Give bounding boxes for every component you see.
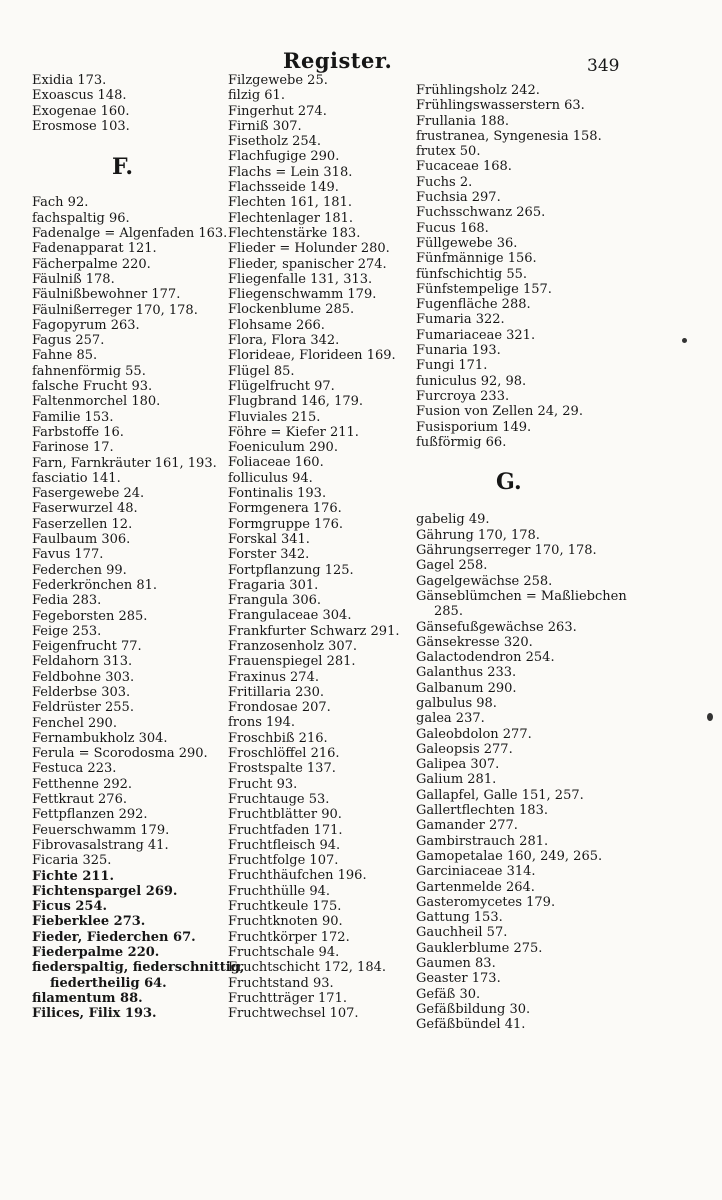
index-entry: fahnenförmig 55. — [32, 363, 146, 379]
index-entry: Fäulnißbewohner 177. — [32, 287, 181, 303]
index-entry: Fortpflanzung 125. — [228, 562, 354, 578]
index-entry: Gefäß 30. — [416, 986, 481, 1002]
index-entry: Foeniculum 290. — [228, 440, 338, 456]
index-entry: Fruchtkörper 172. — [228, 929, 350, 945]
index-entry: Flügelfrucht 97. — [228, 378, 335, 394]
index-entry: Fiederpalme 220. — [32, 945, 160, 961]
index-entry: Fruchtschale 94. — [228, 944, 340, 960]
index-entry: Filices, Filix 193. — [32, 1006, 157, 1022]
page-number: 349 — [587, 56, 620, 76]
index-entry: Gagelgewächse 258. — [416, 573, 553, 589]
index-entry: Federkrönchen 81. — [32, 577, 158, 593]
index-entry: Filzgewebe 25. — [228, 73, 328, 88]
index-entry: Festuca 223. — [32, 761, 117, 777]
index-entry: Gänseblümchen = Maßliebchen — [416, 588, 627, 604]
index-entry: Fettkraut 276. — [32, 792, 127, 808]
index-entry: Frullania 188. — [416, 113, 510, 129]
index-entry: Firniß 307. — [228, 118, 302, 134]
index-entry: Faserzellen 12. — [32, 516, 133, 532]
index-entry: Fünfmännige 156. — [416, 251, 537, 267]
entries-after — [32, 195, 244, 1021]
index-entry: Fäulnißerreger 170, 178. — [32, 302, 198, 318]
index-entry: Fruchtwechsel 107. — [228, 1006, 359, 1022]
index-entry: Exidia 173. — [32, 73, 107, 88]
index-entry: Feuerschwamm 179. — [32, 822, 170, 838]
index-entry: frons 194. — [228, 715, 295, 731]
index-entry: filzig 61. — [228, 88, 285, 104]
index-entry: fiedertheilig 64. — [50, 975, 167, 991]
index-entry: Galactodendron 254. — [416, 650, 555, 666]
index-entry: Fedia 283. — [32, 593, 102, 609]
index-entry: Erosmose 103. — [32, 118, 130, 134]
index-entry: Fliegenfalle 131, 313. — [228, 271, 373, 287]
index-entry: gabelig 49. — [416, 512, 490, 528]
ink-spot — [682, 338, 687, 343]
index-entry: Gaumen 83. — [416, 956, 496, 972]
index-entry: Fruchthülle 94. — [228, 883, 331, 899]
index-entry: galbulus 98. — [416, 695, 497, 711]
index-entry: Frucht 93. — [228, 776, 298, 792]
index-entry: Galanthus 233. — [416, 665, 517, 681]
index-entry: Fusion von Zellen 24, 29. — [416, 404, 583, 420]
index-entry: Fruchtstand 93. — [228, 975, 334, 991]
index-entry: Fucaceae 168. — [416, 159, 512, 175]
index-entry: 285. — [434, 604, 463, 620]
index-entry: Fach 92. — [32, 195, 89, 211]
index-entry: Fumaria 322. — [416, 312, 505, 328]
index-entry: Farn, Farnkräuter 161, 193. — [32, 455, 217, 471]
index-entry: Exoascus 148. — [32, 88, 127, 104]
index-entry: Föhre = Kiefer 211. — [228, 424, 359, 440]
index-entry: Füllgewebe 36. — [416, 235, 518, 251]
index-entry: Franzosenholz 307. — [228, 638, 358, 654]
index-entry: Gasteromycetes 179. — [416, 894, 556, 910]
index-entry: Galeobdolon 277. — [416, 726, 532, 742]
index-entry: Fraxinus 274. — [228, 669, 319, 685]
index-entry: Fruchthäufchen 196. — [228, 868, 367, 884]
index-entry: Gährungserreger 170, 178. — [416, 543, 597, 559]
index-entry: Federchen 99. — [32, 562, 127, 578]
index-entry: Fächerpalme 220. — [32, 256, 151, 272]
index-entry: Flieder, spanischer 274. — [228, 256, 387, 272]
index-entry: funiculus 92, 98. — [416, 373, 527, 389]
index-entry: Fadenalge = Algenfaden 163. — [32, 226, 228, 242]
index-entry: Flohsame 266. — [228, 317, 325, 333]
index-entry: Fruchtschicht 172, 184. — [228, 960, 386, 976]
index-entry: Fragaria 301. — [228, 577, 319, 593]
index-entry: Flieder = Holunder 280. — [228, 241, 390, 257]
index-entry: fachspaltig 96. — [32, 210, 130, 226]
index-entry: Farbstoffe 16. — [32, 424, 124, 440]
index-entry: Forskal 341. — [228, 531, 310, 547]
index-entry: Froschbiß 216. — [228, 730, 328, 746]
entries-before — [32, 73, 244, 134]
index-entry: fünfschichtig 55. — [416, 266, 528, 282]
index-entry: Gallertflechten 183. — [416, 803, 548, 819]
index-entry: Flechtenlager 181. — [228, 210, 354, 226]
index-entry: Fuchsschwanz 265. — [416, 205, 546, 221]
index-entry: Galipea 307. — [416, 757, 500, 773]
index-entry: Fungi 171. — [416, 358, 488, 374]
section-letter-g: G. — [496, 469, 522, 496]
index-column-2 — [228, 73, 399, 1021]
index-entry: Favus 177. — [32, 547, 104, 563]
index-entry: Formgruppe 176. — [228, 516, 344, 532]
index-entry: Gauklerblume 275. — [416, 940, 543, 956]
index-entry: Fritillaria 230. — [228, 684, 325, 700]
index-entry: Gänsefußgewächse 263. — [416, 619, 577, 635]
index-entry: Fettpflanzen 292. — [32, 807, 148, 823]
index-entry: Frühlingsholz 242. — [416, 83, 540, 98]
index-entry: Frühlingswasserstern 63. — [416, 98, 585, 114]
index-entry: Gauchheil 57. — [416, 925, 508, 941]
index-entry: fasciatio 141. — [32, 470, 121, 486]
index-entry: Fichte 211. — [32, 868, 114, 884]
index-entry: Fagopyrum 263. — [32, 317, 140, 333]
page-title: Register. — [283, 48, 393, 73]
index-entry: Feldbohne 303. — [32, 669, 135, 685]
index-entry: Ficaria 325. — [32, 853, 112, 869]
index-entry: Fetthenne 292. — [32, 776, 133, 792]
index-entry: Fisetholz 254. — [228, 134, 322, 150]
index-entry: Fieberklee 273. — [32, 914, 146, 930]
index-entry: Frankfurter Schwarz 291. — [228, 623, 400, 639]
index-entry: frustranea, Syngenesia 158. — [416, 128, 602, 144]
index-entry: Flechtenstärke 183. — [228, 225, 361, 241]
index-entry: Fruchtfolge 107. — [228, 853, 339, 869]
index-entry: Gamopetalae 160, 249, 265. — [416, 848, 603, 864]
index-entry: Felderbse 303. — [32, 684, 131, 700]
index-entry: Florideae, Florideen 169. — [228, 348, 396, 364]
index-entry: Fieder, Fiederchen 67. — [32, 929, 196, 945]
index-entry: Garciniaceae 314. — [416, 864, 536, 880]
index-entry: Formgenera 176. — [228, 501, 342, 517]
index-entry: Ficus 254. — [32, 899, 108, 915]
index-entry: Fegeborsten 285. — [32, 608, 148, 624]
index-entry: Fibrovasalstrang 41. — [32, 837, 169, 853]
index-entry: Flockenblume 285. — [228, 302, 355, 318]
index-entry: Frauenspiegel 281. — [228, 654, 356, 670]
index-entry: Fenchel 290. — [32, 715, 117, 731]
index-entry: Fadenapparat 121. — [32, 241, 157, 257]
index-entry: Feige 253. — [32, 623, 102, 639]
index-entry: Fugenfläche 288. — [416, 297, 531, 313]
index-entry: Gefäßbündel 41. — [416, 1017, 526, 1033]
index-entry: galea 237. — [416, 711, 485, 727]
index-entry: Fäulniß 178. — [32, 271, 115, 287]
index-entry: Flugbrand 146, 179. — [228, 394, 364, 410]
index-entry: Fruchtauge 53. — [228, 791, 330, 807]
index-entry: Fliegenschwamm 179. — [228, 287, 377, 303]
index-entry: Frangula 306. — [228, 593, 322, 609]
index-entry: Fruchtknoten 90. — [228, 914, 343, 930]
index-entry: Gährung 170, 178. — [416, 527, 540, 543]
index-entry: Fucus 168. — [416, 220, 489, 236]
index-entry: Fruchtfaden 171. — [228, 822, 343, 838]
index-entry: Feigenfrucht 77. — [32, 639, 142, 655]
index-entry: Fruchtblätter 90. — [228, 807, 342, 823]
index-entry: Frangulaceae 304. — [228, 608, 352, 624]
index-entry: Galium 281. — [416, 772, 497, 788]
index-entry: Gefäßbildung 30. — [416, 1001, 531, 1017]
index-entry: Fruchtträger 171. — [228, 990, 347, 1006]
ink-spot — [707, 713, 713, 721]
index-entry: Flügel 85. — [228, 363, 295, 379]
index-entry: Fagus 257. — [32, 333, 105, 349]
index-entry: Flachs = Lein 318. — [228, 164, 353, 180]
index-entry: Froschlöffel 216. — [228, 746, 340, 762]
index-entry: Fernambukholz 304. — [32, 730, 168, 746]
index-entry: Familie 153. — [32, 409, 114, 425]
index-entry: Frondosae 207. — [228, 700, 331, 716]
index-entry: Gamander 277. — [416, 818, 518, 834]
index-entry: Galeopsis 277. — [416, 741, 513, 757]
index-entry: Fichtenspargel 269. — [32, 883, 178, 899]
index-entry: Flora, Flora 342. — [228, 333, 340, 349]
index-entry: Flachsseide 149. — [228, 180, 339, 196]
index-entry: Fasergewebe 24. — [32, 486, 145, 502]
index-entry: Farinose 17. — [32, 440, 114, 456]
index-entry: Faulbaum 306. — [32, 532, 131, 548]
index-entry: fiederspaltig, fiederschnittig, — [32, 960, 245, 976]
index-entry: Geaster 173. — [416, 971, 501, 987]
index-entry: Foliaceae 160. — [228, 455, 324, 471]
index-column-1 — [32, 73, 244, 1022]
index-entry: Gartenmelde 264. — [416, 879, 535, 895]
index-entry: Fuchsia 297. — [416, 190, 501, 206]
index-entry: Gagel 258. — [416, 558, 488, 574]
entries-after — [416, 512, 627, 1032]
index-entry: Flechten 161, 181. — [228, 195, 352, 211]
entries — [228, 73, 399, 1021]
index-entry: Fumariaceae 321. — [416, 327, 536, 343]
index-entry: Galbanum 290. — [416, 680, 517, 696]
index-entry: Frostspalte 137. — [228, 761, 336, 777]
index-entry: Gambirstrauch 281. — [416, 833, 549, 849]
index-entry: Fuchs 2. — [416, 174, 473, 190]
index-entry: filamentum 88. — [32, 990, 143, 1006]
index-entry: frutex 50. — [416, 144, 481, 160]
index-entry: Forster 342. — [228, 547, 310, 563]
index-entry: Fusisporium 149. — [416, 419, 532, 435]
index-entry: fußförmig 66. — [416, 434, 507, 450]
index-column-3 — [416, 83, 627, 1033]
index-entry: Gattung 153. — [416, 910, 503, 926]
index-entry: Funaria 193. — [416, 343, 501, 359]
index-entry: Gallapfel, Galle 151, 257. — [416, 787, 584, 803]
index-entry: Fünfstempelige 157. — [416, 281, 552, 297]
index-entry: Fruchtkeule 175. — [228, 899, 342, 915]
entries-before — [416, 83, 627, 450]
index-entry: Furcroya 233. — [416, 388, 510, 404]
index-entry: Flachfugige 290. — [228, 149, 340, 165]
index-entry: Ferula = Scorodosma 290. — [32, 746, 208, 762]
index-entry: Feldrüster 255. — [32, 700, 134, 716]
index-entry: Fahne 85. — [32, 348, 98, 364]
index-entry: Gänsekresse 320. — [416, 634, 533, 650]
index-entry: folliculus 94. — [228, 470, 313, 486]
index-entry: Feldahorn 313. — [32, 654, 133, 670]
index-entry: Fingerhut 274. — [228, 103, 327, 119]
index-entry: Fluviales 215. — [228, 409, 321, 425]
index-entry: Faserwurzel 48. — [32, 501, 138, 517]
index-entry: falsche Frucht 93. — [32, 379, 153, 395]
index-entry: Faltenmorchel 180. — [32, 394, 161, 410]
index-entry: Fruchtfleisch 94. — [228, 837, 341, 853]
index-entry: Fontinalis 193. — [228, 486, 327, 502]
section-letter-f: F. — [112, 154, 134, 181]
index-entry: Exogenae 160. — [32, 103, 130, 119]
